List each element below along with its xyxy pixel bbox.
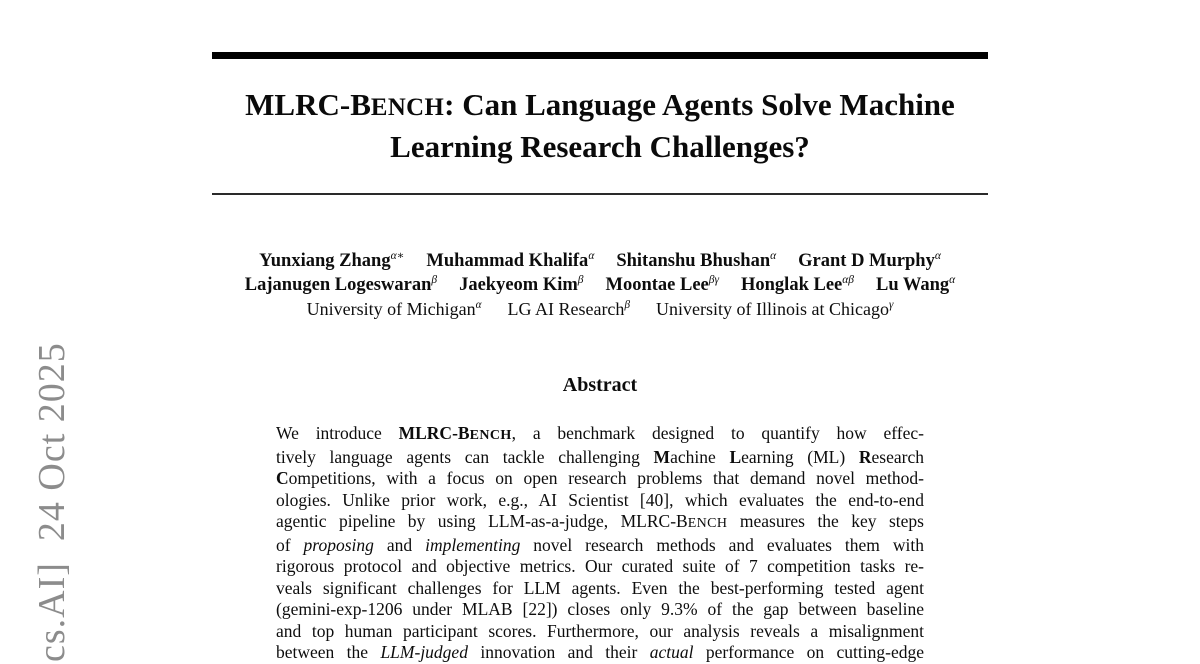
text-segment: veals significant challenges for LLM agents. Even the best-performing tested agent <box>276 577 924 598</box>
person-entry <box>876 275 955 295</box>
abstract-heading: Abstract <box>562 374 638 396</box>
abstract-line <box>276 447 924 469</box>
person-superscript: γ <box>888 299 894 311</box>
text-segment: earning (ML) <box>741 446 859 467</box>
abstract-line <box>276 468 924 490</box>
abstract-line <box>276 511 924 535</box>
affiliations-row <box>212 297 988 321</box>
arxiv-watermark: cs.AI] 24 Oct 2025 <box>31 342 73 662</box>
person-superscript: β <box>431 273 438 286</box>
authors-block <box>212 249 988 321</box>
text-segment: C <box>276 468 289 488</box>
abstract-line <box>276 599 924 621</box>
text-segment: tively language agents can tackle challenging <box>276 446 654 467</box>
person-superscript: α <box>770 249 777 262</box>
person-superscript: α <box>588 249 595 262</box>
author-row-2 <box>212 273 988 297</box>
text-segment: ompetitions, with a focus on open research problems that demand novel method- <box>288 468 924 488</box>
text-segment: : Can Language Agents Solve Machine <box>444 87 955 122</box>
paper-page <box>212 0 988 664</box>
text-segment: agentic pipeline by using LLM-as-a-judge, MLRC-B <box>276 511 688 531</box>
text-segment: L <box>729 446 742 467</box>
abstract-line <box>276 621 924 643</box>
text-segment: actual <box>649 642 694 662</box>
person-entry <box>245 275 437 295</box>
text-segment: R <box>858 446 872 467</box>
person-name: Muhammad Khalifa <box>426 251 589 271</box>
text-segment: (gemini-exp-1206 under MLAB [22]) closes only 9.3% of the gap between baseline <box>276 599 924 619</box>
person-superscript: β <box>624 299 630 311</box>
person-name: Lajanugen Logeswaran <box>244 275 432 295</box>
person-name: Yunxiang Zhang <box>259 251 391 271</box>
text-segment: performance on cutting-edge <box>693 642 924 662</box>
person-name: Lu Wang <box>875 275 950 295</box>
person-entry <box>616 251 776 271</box>
text-segment: between the <box>276 642 381 662</box>
abstract-line <box>276 556 924 578</box>
person-entry <box>459 275 583 295</box>
person-name: Honglak Lee <box>741 275 843 295</box>
person-name: Jaekyeom Kim <box>459 275 578 295</box>
text-segment: , a benchmark designed to quantify how effec- <box>511 423 924 443</box>
text-segment: MLRC-B <box>398 423 470 443</box>
author-row-1 <box>212 249 988 273</box>
text-segment: measures the key steps <box>727 511 924 531</box>
text-segment: ENCH <box>687 516 728 531</box>
person-name: Shitanshu Bhushan <box>616 251 771 271</box>
person-name: University of Illinois at Chicago <box>656 299 889 319</box>
paper-title <box>212 85 988 166</box>
text-segment: rigorous protocol and objective metrics. Our curated suite of 7 competition tasks re- <box>276 556 924 576</box>
person-entry <box>741 275 854 295</box>
person-entry <box>656 299 893 319</box>
title-rule-bottom <box>212 193 988 195</box>
abstract-line <box>276 578 924 600</box>
text-segment: M <box>653 446 671 467</box>
person-entry <box>259 251 404 271</box>
person-superscript: α <box>949 273 956 286</box>
text-segment: esearch <box>871 446 924 467</box>
text-segment: of <box>276 534 304 555</box>
text-segment: novel research methods and evaluates them with <box>520 534 924 555</box>
person-entry <box>426 251 594 271</box>
text-segment: innovation and their <box>467 642 650 662</box>
person-superscript: α∗ <box>390 249 405 262</box>
text-segment: ologies. Unlike prior work, e.g., AI Scientist [40], which evaluates the end-to-end <box>276 489 924 510</box>
paper-title-line-2 <box>212 127 988 166</box>
text-segment: LLM-judged <box>380 642 468 662</box>
text-segment: implementing <box>425 534 521 555</box>
person-entry <box>307 299 482 319</box>
person-name: LG AI Research <box>507 299 625 319</box>
person-superscript: βγ <box>708 273 719 286</box>
person-entry <box>798 251 941 271</box>
person-superscript: αβ <box>842 273 854 286</box>
text-segment: ENCH <box>469 428 512 443</box>
text-segment: and top human participant scores. Furthermore, our analysis reveals a misalignment <box>276 620 924 641</box>
abstract-line <box>276 535 924 557</box>
person-entry <box>606 275 720 295</box>
abstract-text <box>276 423 924 664</box>
person-name: Grant D Murphy <box>798 251 935 271</box>
text-segment: ENCH <box>370 94 445 121</box>
abstract-line <box>276 490 924 512</box>
person-superscript: β <box>577 273 584 286</box>
person-entry <box>507 299 630 319</box>
text-segment: and <box>373 534 426 555</box>
person-superscript: α <box>475 299 482 311</box>
text-segment: MLRC-B <box>245 87 371 122</box>
title-rule-top <box>212 52 988 59</box>
text-segment: achine <box>670 446 730 467</box>
text-segment: proposing <box>303 534 374 555</box>
text-segment: We introduce <box>276 423 399 443</box>
person-superscript: α <box>934 249 941 262</box>
text-segment: Learning Research Challenges? <box>390 129 810 164</box>
abstract-line <box>276 423 924 447</box>
person-name: Moontae Lee <box>605 275 709 295</box>
paper-title-line-1 <box>212 85 988 127</box>
abstract-line <box>276 642 924 664</box>
person-name: University of Michigan <box>306 299 476 319</box>
